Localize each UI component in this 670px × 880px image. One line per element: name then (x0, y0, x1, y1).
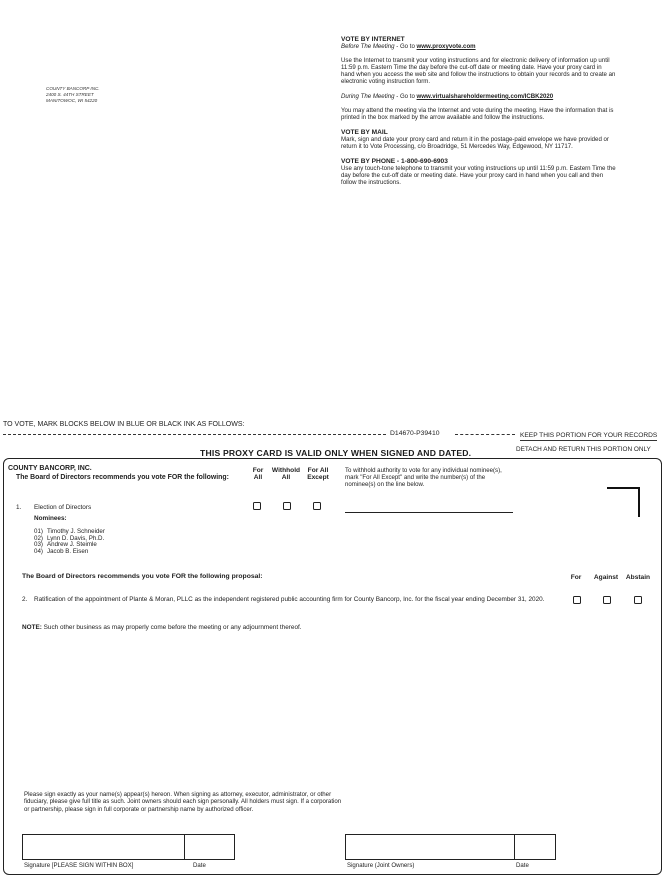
item2-abstain-checkbox[interactable] (634, 596, 642, 604)
signature-label: Signature [PLEASE SIGN WITHIN BOX] (24, 862, 134, 869)
during-meeting-text: - Go to (394, 92, 417, 100)
col-for-all-except-l1: For All (307, 467, 329, 474)
vote-mail-heading: VOTE BY MAIL (341, 128, 388, 136)
col-for-all-except (304, 467, 332, 481)
nominees-list (34, 529, 105, 556)
nominee-name: Andrew J. Steimle (47, 541, 97, 549)
company-name: COUNTY BANCORP, INC. (8, 465, 92, 472)
nominee-number: 02) (34, 534, 43, 542)
col-for: For (570, 574, 582, 581)
valid-notice: THIS PROXY CARD IS VALID ONLY WHEN SIGNED AND DATED. (200, 448, 472, 458)
note-text: Such other business as may properly come before the meeting or any adjournment thereof. (41, 624, 302, 631)
withhold-instructions: To withhold authority to vote for any individual nominee(s), mark "For All Except" and write the number(s) of the nominee(s) on the line below. (345, 467, 502, 488)
during-meeting-label: During The Meeting (341, 92, 395, 100)
proxyvote-link[interactable]: www.proxyvote.com (416, 43, 476, 51)
col-withhold-all-l1: Withhold (271, 467, 301, 474)
date-label: Date (193, 862, 206, 869)
detach-line (455, 434, 515, 435)
ink-instruction: TO VOTE, MARK BLOCKS BELOW IN BLUE OR BLACK INK AS FOLLOWS: (3, 421, 245, 428)
nominee-number: 01) (34, 528, 43, 535)
col-withhold-all (268, 467, 304, 481)
joint-date-label: Date (516, 862, 529, 869)
col-withhold-all-l2: All (281, 474, 291, 482)
item2-against-checkbox[interactable] (603, 596, 611, 604)
virtual-meeting-link[interactable]: www.virtualshareholdermeeting.com/ICBK2020 (416, 92, 554, 100)
withhold-all-checkbox[interactable] (283, 502, 291, 510)
except-write-line[interactable] (345, 512, 513, 513)
return-address (46, 86, 100, 105)
vote-internet-paragraph: Use the Internet to transmit your voting instructions and for electronic delivery of information up until 11:59 p.m. Eastern Time the day before the cut-off date or meeting date. Have your proxy card in hand when you access the web site and follow the instructions to obtain your records and to create an electronic voting instruction form. (341, 56, 616, 86)
note-label: NOTE: (22, 624, 42, 631)
nominee-number: 03) (34, 541, 43, 549)
nominee-name: Jacob B. Eisen (47, 548, 89, 556)
item1-label: Election of Directors (34, 504, 92, 511)
item2-for-checkbox[interactable] (573, 596, 581, 604)
item2-number: 2. (22, 596, 28, 603)
joint-signature-box[interactable] (345, 834, 515, 860)
signature-box[interactable] (22, 834, 185, 860)
vote-phone-paragraph: Use any touch-tone telephone to transmit your voting instructions up until 11:59 p.m. Eastern Time the day before the cut-off date or meeting date. Have your proxy card in hand when you call and then follow the instructions. (341, 164, 616, 187)
col-for-all-l2: All (253, 474, 263, 482)
nominee-item (34, 549, 105, 556)
for-all-except-checkbox[interactable] (313, 502, 321, 510)
vote-phone-heading: VOTE BY PHONE - 1-800-690-6903 (341, 157, 448, 165)
detach-portion-label: DETACH AND RETURN THIS PORTION ONLY (516, 446, 651, 453)
col-for-all-l1: For (252, 467, 264, 474)
arrow-marked-box-corner (607, 487, 640, 517)
date-box[interactable] (184, 834, 235, 860)
return-address-line: COUNTY BANCORP INC. (46, 86, 100, 91)
col-against: Against (593, 574, 619, 581)
nominee-number: 04) (34, 548, 43, 556)
col-for-all (249, 467, 267, 481)
board-recommendation-2: The Board of Directors recommends you vote FOR the following proposal: (22, 573, 263, 580)
nominee-name: Timothy J. Schneider (47, 528, 105, 535)
sign-instructions: Please sign exactly as your name(s) appear(s) hereon. When signing as attorney, executor, administrator, or other fiduciary, please give full title as such. Joint owners should each sign personally. All holders must sign. If a corporation or partnership, please sign in full corporate or partnership name by authorized officer. (24, 791, 342, 813)
return-address-line: MANITOWOC, WI 54220 (46, 98, 98, 104)
during-meeting-paragraph: You may attend the meeting via the Internet and vote during the meeting. Have the information that is printed in the box marked by the arrow available and follow the instructions. (341, 107, 614, 122)
control-number: D14670-P39410 (390, 430, 440, 437)
nominees-label: Nominees: (34, 515, 67, 522)
vote-mail-paragraph: Mark, sign and date your proxy card and return it in the postage-paid envelope we have provided or return it to Vote Processing, c/o Broadridge, 51 Mercedes Way, Edgewood, NY 11717. (341, 135, 609, 151)
return-address-line: 2400 S. 44TH STREET (46, 92, 94, 98)
board-recommendation-1: The Board of Directors recommends you vote FOR the following: (16, 474, 229, 481)
vote-internet-heading: VOTE BY INTERNET (341, 36, 405, 43)
joint-signature-label: Signature (Joint Owners) (347, 862, 415, 869)
voting-instructions (341, 36, 616, 194)
detach-line (3, 434, 386, 435)
nominee-name: Lynn D. Davis, Ph.D. (47, 534, 105, 542)
col-abstain: Abstain (625, 574, 651, 581)
item1-number: 1. (16, 504, 22, 511)
joint-date-box[interactable] (514, 834, 556, 860)
keep-portion-label: KEEP THIS PORTION FOR YOUR RECORDS (520, 432, 658, 439)
before-meeting-text: - Go to (394, 43, 417, 51)
note (22, 624, 302, 631)
col-for-all-except-l2: Except (307, 474, 329, 482)
before-meeting-label: Before The Meeting (341, 43, 395, 51)
item2-text: Ratification of the appointment of Plante & Moran, PLLC as the independent registered public accounting firm for County Bancorp, Inc. for the fiscal year ending December 31, 2020. (34, 596, 545, 603)
for-all-checkbox[interactable] (253, 502, 261, 510)
